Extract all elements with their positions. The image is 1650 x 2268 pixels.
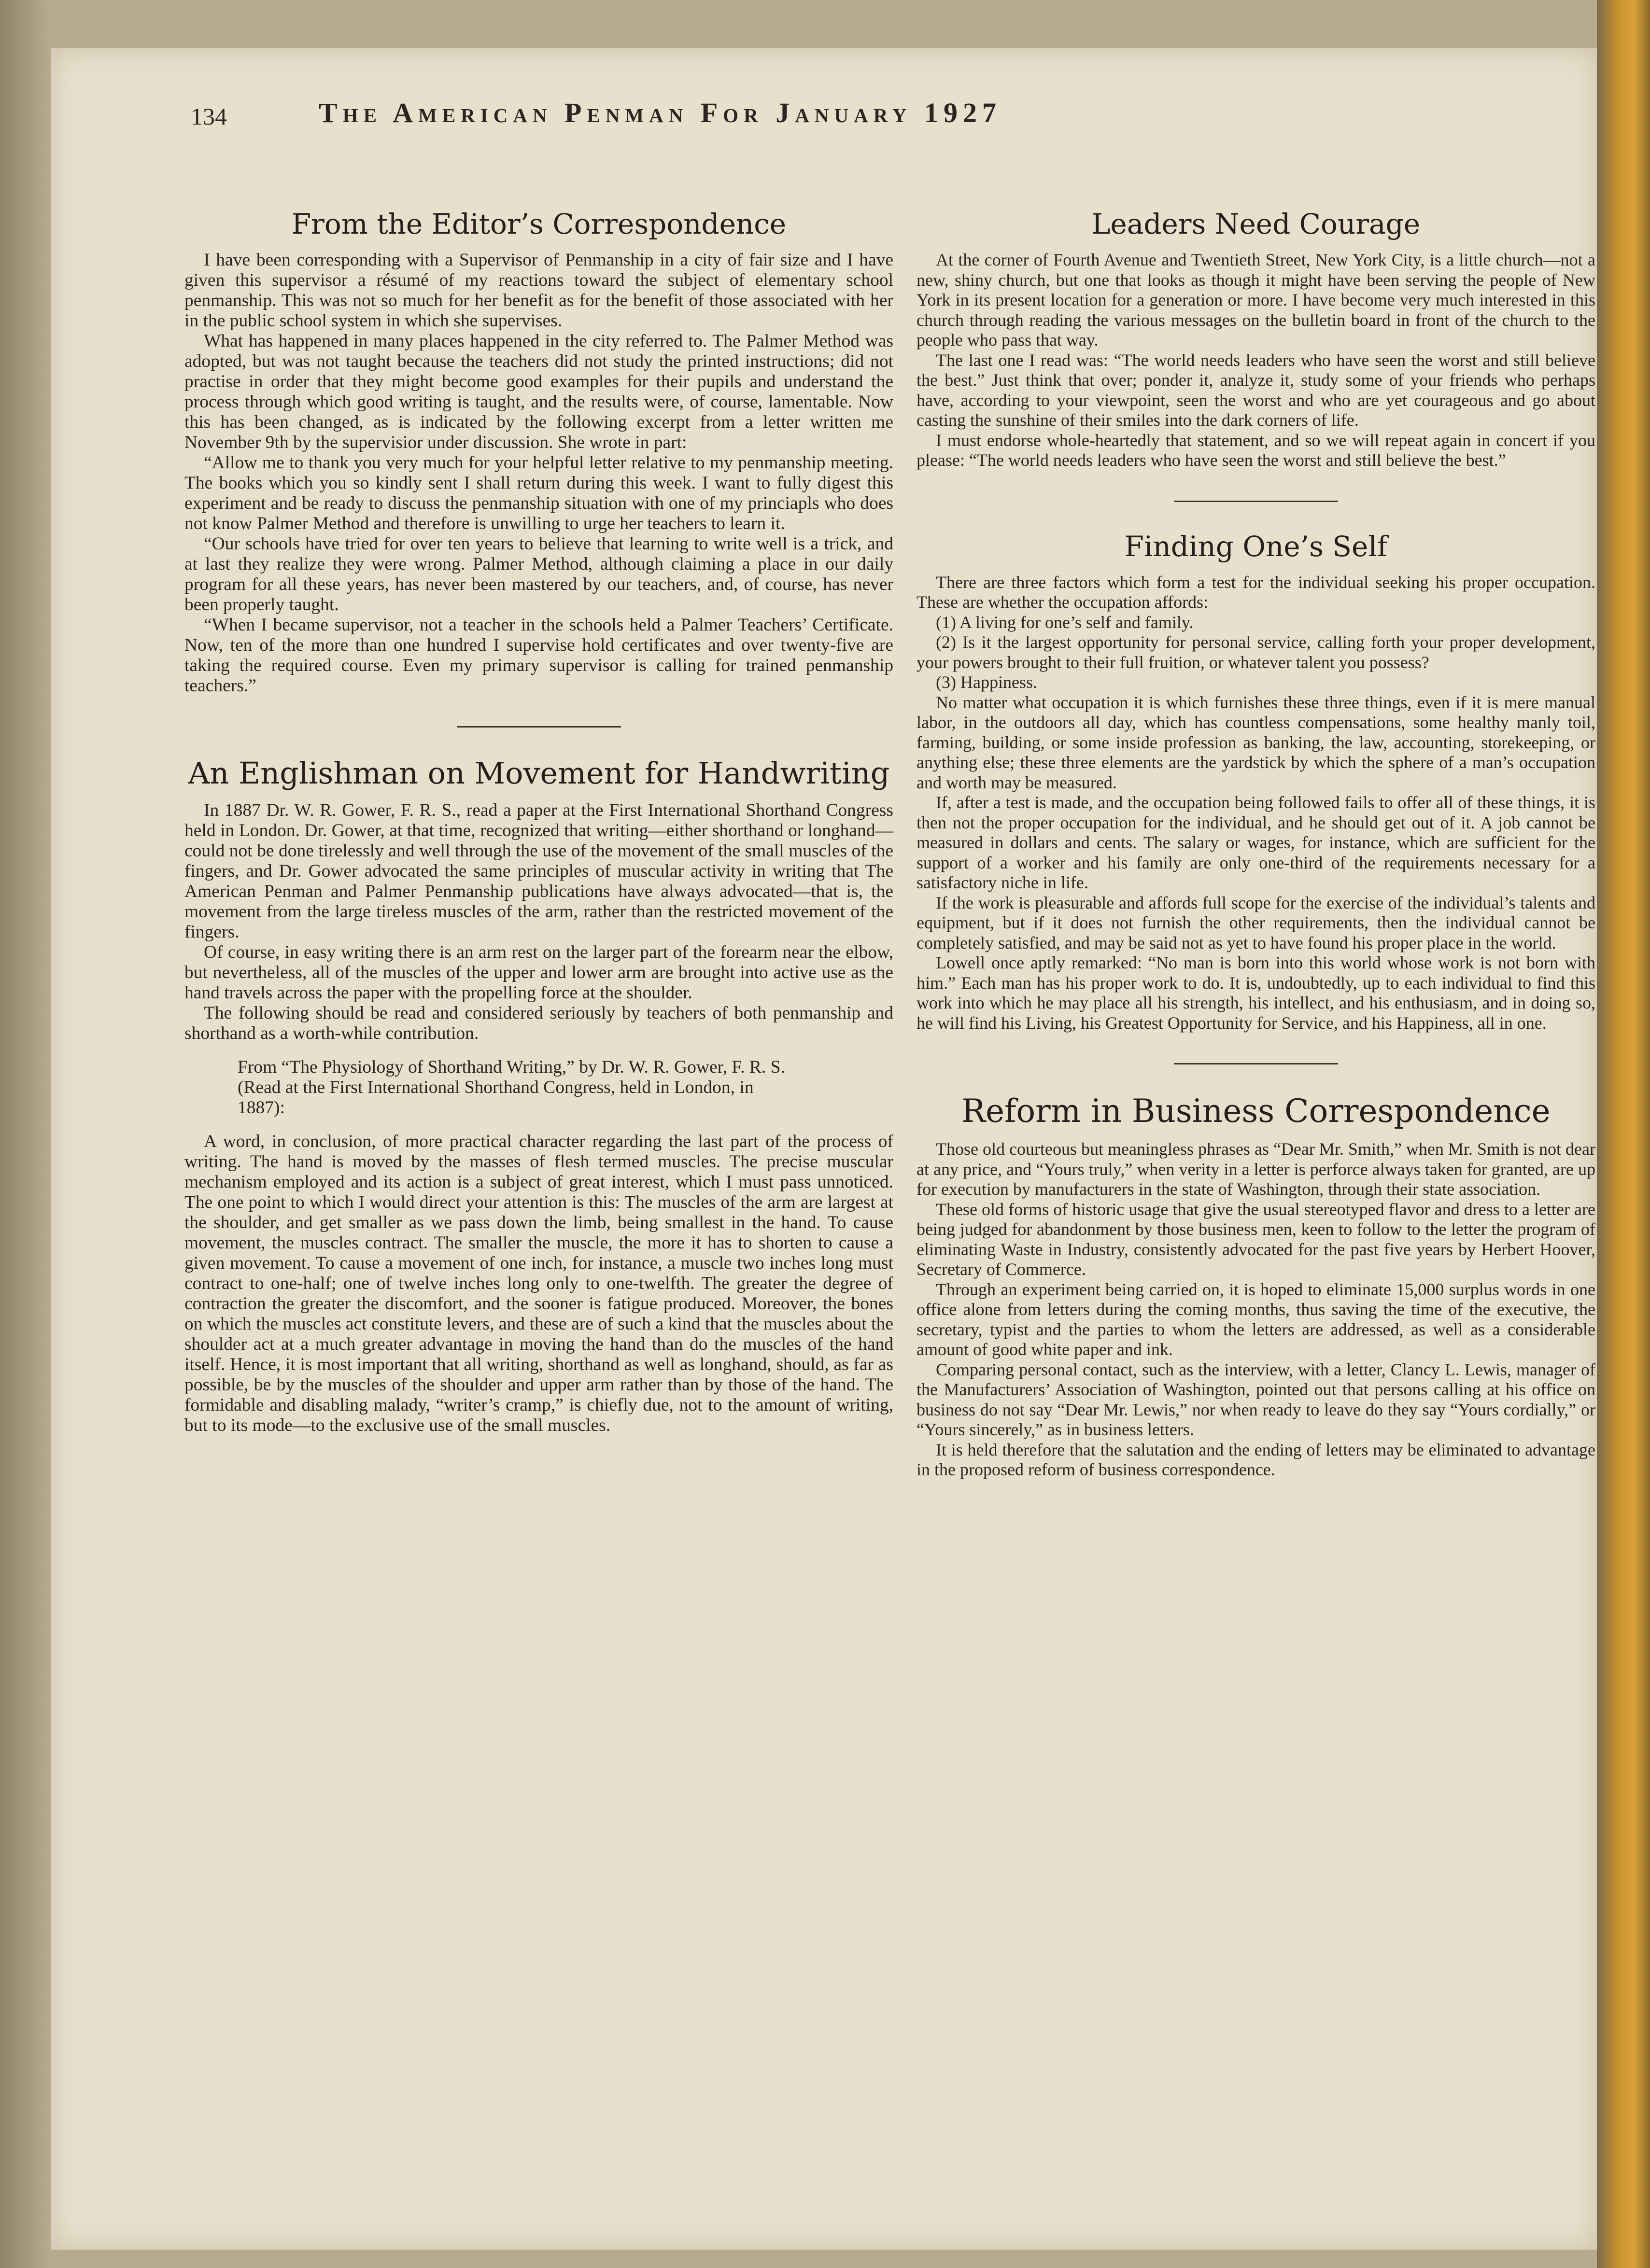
running-title: The American Penman For January 1927 xyxy=(319,97,1001,128)
article-heading: An Englishman on Movement for Handwriting xyxy=(188,756,890,791)
paragraph: It is held therefore that the salutation and the ending of letters may be eliminated to advantage in the proposed reform of business correspondence. xyxy=(917,1440,1595,1479)
paragraph: “When I became supervisor, not a teacher in the schools held a Palmer Teachers’ Certificate. Now, ten of the more than one hundred I supervise hold certificates and over twenty-five are taking the required course. Even my primary supervisor is calling for trained penmanship teachers.” xyxy=(184,615,893,696)
paragraph: A word, in conclusion, of more practical character regarding the last part of the process of writing. The hand is moved by the masses of flesh termed muscles. The precise muscular mechanism employed and its action is a subject of great interest, which I must pass unnoticed. The one point to which I would direct your attention is this: The muscles of the arm are largest at the shoulder, and get smaller as we pass down the limb, being smallest in the hand. To cause movement, the muscles contract. The smaller the muscle, the more it has to shorten to cause a given movement. To cause a movement of one inch, for instance, a muscle two inches long must contract to one-half; one of twelve inches long only to one-twelfth. The greater the degree of contraction the greater the discomfort, and the sooner is fatigue produced. Moreover, the bones on which the muscles act constitute levers, and these are of such a kind that the muscles about the shoulder act at a much greater advantage in moving the hand than do the muscles of the hand itself. Hence, it is most important that all writing, shorthand as well as longhand, should, as far as possible, be by the muscles of the shoulder and upper arm rather than by those of the hand. The formidable and disabling malady, “writer’s cramp,” is chiefly due, not to the amount of writing, but to its mode—to the exclusive use of the small muscles. xyxy=(184,1132,893,1435)
section-divider xyxy=(1174,1063,1338,1064)
right-column xyxy=(917,208,1595,1480)
paragraph: Of course, in easy writing there is an arm rest on the larger part of the forearm near the elbow, but nevertheless, all of the muscles of the upper and lower arm are brought into active use as the hand travels across the paper with the propelling force at the shoulder. xyxy=(184,942,893,1003)
paragraph: At the corner of Fourth Avenue and Twentieth Street, New York City, is a little church—not a new, shiny church, but one that looks as though it might have been serving the people of New York in its present location for a generation or more. I have become very much interested in this church through reading the various messages on the bulletin board in front of the church to the people who pass that way. xyxy=(917,250,1595,350)
paragraph: The last one I read was: “The world needs leaders who have seen the worst and still believe the best.” Just think that over; ponder it, analyze it, study some of your friends who perhaps have, according to your viewpoint, seen the worst and who are yet courageous and go about casting the sunshine of their smiles into the dark corners of life. xyxy=(917,350,1595,430)
paragraph: Comparing personal contact, such as the interview, with a letter, Clancy L. Lewis, manager of the Manufacturers’ Association of Washington, pointed out that persons calling at his office on business do not say “Dear Mr. Lewis,” nor when ready to leave do they say “Yours cordially,” or “Yours sincerely,” as in business letters. xyxy=(917,1359,1595,1439)
paragraph: These old forms of historic usage that give the usual stereotyped flavor and dress to a letter are being judged for abandonment by those business men, keen to follow to the letter the program of eliminating Waste in Industry, consistently advocated for the past five years by Herbert Hoover, Secretary of Commerce. xyxy=(917,1199,1595,1279)
article-leaders-need-courage xyxy=(917,208,1595,471)
article-reform-business-correspondence xyxy=(917,1092,1595,1480)
paragraph: Lowell once aptly remarked: “No man is born into this world whose work is not born with him.” Each man has his proper work to do. It is, undoubtedly, up to each individual to find this work into which he may place all his strength, his intellect, and his enthusiasm, and in doing so, he will find his Living, his Greatest Opportunity for Service, and his Happiness, all in one. xyxy=(917,953,1595,1033)
page-number: 134 xyxy=(191,103,227,130)
article-finding-ones-self xyxy=(917,530,1595,1034)
paragraph: “Our schools have tried for over ten years to believe that learning to write well is a trick, and at last they realize they were wrong. Palmer Method, although claiming a place in our daily program for all these years, has never been mastered by our teachers, and, of course, has never been properly taught. xyxy=(184,534,893,615)
scan-edge-left xyxy=(0,0,51,2268)
paragraph: I have been corresponding with a Supervisor of Penmanship in a city of fair size and I have given this supervisor a résumé of my reactions toward the subject of elementary school penmanship. This was not so much for her benefit as for the benefit of those associated with her in the public school system in which she supervises. xyxy=(184,250,893,331)
scan-edge-right xyxy=(1597,0,1650,2268)
article-englishman-movement xyxy=(184,756,893,1436)
left-column xyxy=(184,208,893,1436)
paragraph: Those old courteous but meaningless phrases as “Dear Mr. Smith,” when Mr. Smith is not dear at any price, and “Yours truly,” when verity in a letter is perforce always taken for granted, are up for execution by manufacturers in the state of Washington, through their state association. xyxy=(917,1139,1595,1199)
article-heading: Leaders Need Courage xyxy=(1091,208,1421,240)
paragraph: “Allow me to thank you very much for your helpful letter relative to my penmanship meeting. The books which you so kindly sent I shall return during this week. I want to fully digest this experiment and be ready to discuss the penmanship situation with one of my princiapls who does not know Palmer Method and therefore is unwilling to urge her teachers to learn it. xyxy=(184,453,893,533)
paragraph: (3) Happiness. xyxy=(936,672,1037,692)
paragraph: There are three factors which form a test for the individual seeking his proper occupation. These are whether the occupation affords: xyxy=(917,572,1595,612)
citation-block xyxy=(238,1057,793,1118)
paragraph: The following should be read and considered seriously by teachers of both penmanship and shorthand as a worth-while contribution. xyxy=(184,1003,893,1043)
citation-text: From “The Physiology of Shorthand Writing,” by Dr. W. R. Gower, F. R. S. (Read at the First International Shorthand Congress, held in London, in 1887): xyxy=(238,1057,785,1118)
paragraph: In 1887 Dr. W. R. Gower, F. R. S., read a paper at the First International Shorthand Congress held in London. Dr. Gower, at that time, recognized that writing—either shorthand or longhand—could not be done tirelessly and well through the use of the movement of the small muscles of the fingers, and Dr. Gower advocated the same principles of muscular activity in writing that The American Penman and Palmer Penmanship publications have always advocated—that is, the movement from the large tireless muscles of the arm, rather than the restricted movement of the fingers. xyxy=(184,800,893,942)
section-divider xyxy=(1174,501,1338,502)
paragraph: No matter what occupation it is which furnishes these three things, even if it is mere manual labor, in the outdoors all day, which has countless compensations, some healthy manly toil, farming, building, or some inside profession as banking, the law, accounting, storekeeping, or anything else; these three elements are the yardstick by which the sphere of a man’s occupation and worth may be measured. xyxy=(917,692,1595,792)
article-heading: From the Editor’s Correspondence xyxy=(291,208,787,240)
paragraph: (2) Is it the largest opportunity for personal service, calling forth your proper development, your powers brought to their full fruition, or whatever talent you possess? xyxy=(917,632,1595,672)
section-divider xyxy=(457,726,621,728)
paragraph: (1) A living for one’s self and family. xyxy=(936,612,1194,632)
paragraph: What has happened in many places happened in the city referred to. The Palmer Method was adopted, but was not taught because the teachers did not study the printed instructions; did not practise in order that they might become good examples for their pupils and understand the process through which good writing is taught, and the results were, of course, lamentable. Now this has been changed, as is indicated by the following excerpt from a letter written me November 9th by the supervisior under discussion. She wrote in part: xyxy=(184,331,893,452)
paragraph: I must endorse whole-heartedly that statement, and so we will repeat again in concert if you please: “The world needs leaders who have seen the worst and still believe the best.” xyxy=(917,430,1595,470)
article-heading: Finding One’s Self xyxy=(1124,530,1388,563)
article-heading: Reform in Business Correspondence xyxy=(961,1092,1551,1130)
paragraph: If the work is pleasurable and affords full scope for the exercise of the individual’s talents and equipment, but if it does not furnish the other requirements, then the individual cannot be completely satisfied, and may be said not as yet to have found his proper place in the world. xyxy=(917,893,1595,952)
paragraph: Through an experiment being carried on, it is hoped to eliminate 15,000 surplus words in one office alone from letters during the coming months, thus saving the time of the executive, the secretary, typist and the parties to whom the letters are addressed, as well as a considerable amount of good white paper and ink. xyxy=(917,1279,1595,1359)
article-editor-correspondence xyxy=(184,208,893,696)
paragraph: If, after a test is made, and the occupation being followed fails to offer all of these things, it is then not the proper occupation for the individual, and he should get out of it. A job cannot be measured in dollars and cents. The salary or wages, for instance, which are sufficient for the support of a worker and his family are only one-third of the requirements necessary for a satisfactory niche in life. xyxy=(917,793,1595,892)
